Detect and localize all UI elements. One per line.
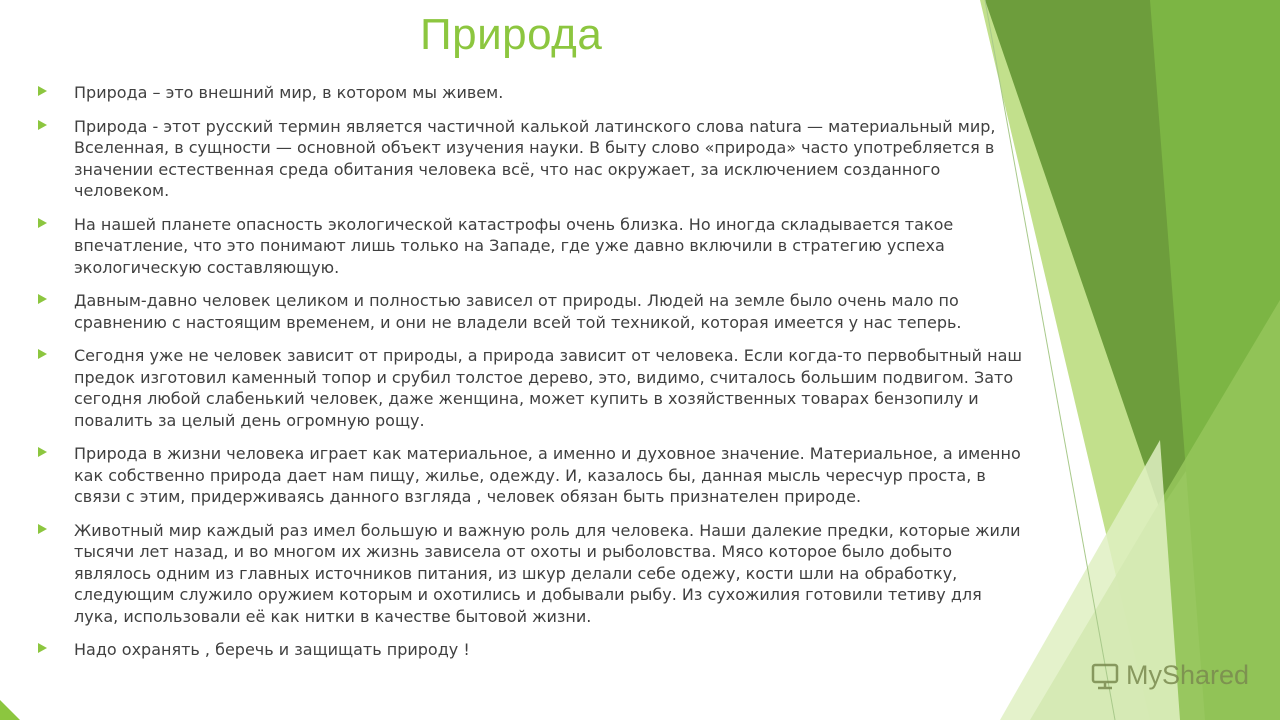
slide-title: Природа [420, 10, 603, 59]
watermark-text: MyShared [1126, 660, 1250, 690]
list-item-text: На нашей планете опасность экологической катастрофы очень близка. Но иногда складывается такое впечатление, что это понимают лишь только на Западе, где уже давно включили в стратегию успеха экологическую составляющую. [74, 214, 954, 277]
list-item-text: Природа - этот русский термин является частичной калькой латинского слова natura — материальный мир, Вселенная, в сущности — основной объект изучения науки. В быту слово «природа» часто употребляется в значении естественная среда обитания человека всё, что нас окружает, за исключением созданного человеком. [74, 116, 996, 200]
triangle-bullet-icon [38, 524, 47, 534]
triangle-bullet-icon [38, 120, 47, 130]
list-item-text: Природа – это внешний мир, в котором мы живем. [74, 83, 504, 102]
bullet-list [38, 82, 1028, 673]
list-item-text: Надо охранять , беречь и защищать природу ! [74, 640, 470, 659]
list-item-text: Животный мир каждый раз имел большую и важную роль для человека. Наши далекие предки, которые жили тысячи лет назад, и во многом их жизнь зависела от охоты и рыболовства. Мясо которое было добыто являлось одним из главных источников питания, из шкур делали себе одежу, кости шли на обработку, следующим служило оружием которым и охотились и добывали рыбу. Из сухожилия готовили тетиву для лука, использовали её как нитки в качестве бытовой жизни. [74, 520, 1021, 626]
list-item [38, 639, 1028, 661]
list-item [38, 116, 1028, 202]
triangle-bullet-icon [38, 86, 47, 96]
triangle-bullet-icon [38, 643, 47, 653]
list-item-text: Природа в жизни человека играет как материальное, а именно и духовное значение. Материальное, а именно как собственно природа дает нам пищу, жилье, одежду. И, казалось бы, данная мысль чересчур проста, в связи с этим, придерживаясь данного взгляда , человек обязан быть признателен природе. [74, 444, 1021, 506]
list-item [38, 290, 1028, 333]
list-item [38, 443, 1028, 508]
triangle-bullet-icon [38, 294, 47, 304]
presentation-icon [1090, 661, 1120, 691]
triangle-bullet-icon [38, 218, 47, 228]
triangle-bullet-icon [38, 349, 47, 359]
deco-bottom-left-accent [0, 700, 20, 720]
list-item [38, 345, 1028, 431]
myshared-watermark[interactable] [1090, 660, 1249, 691]
triangle-bullet-icon [38, 447, 47, 457]
list-item [38, 520, 1028, 628]
list-item-text: Давным-давно человек целиком и полностью зависел от природы. Людей на земле было очень мало по сравнению с настоящим временем, и они не владели всей той техникой, которая имеется у нас теперь. [74, 291, 962, 332]
list-item [38, 82, 1028, 104]
list-item-text: Сегодня уже не человек зависит от природы, а природа зависит от человека. Если когда-то первобытный наш предок изготовил каменный топор и срубил толстое дерево, это, видимо, считалось большим подвигом. Зато сегодня любой слабенький человек, даже женщина, может купить в хозяйственных товарах бензопилу и повалить за целый день огромную рощу. [74, 346, 1023, 430]
list-item [38, 214, 1028, 279]
